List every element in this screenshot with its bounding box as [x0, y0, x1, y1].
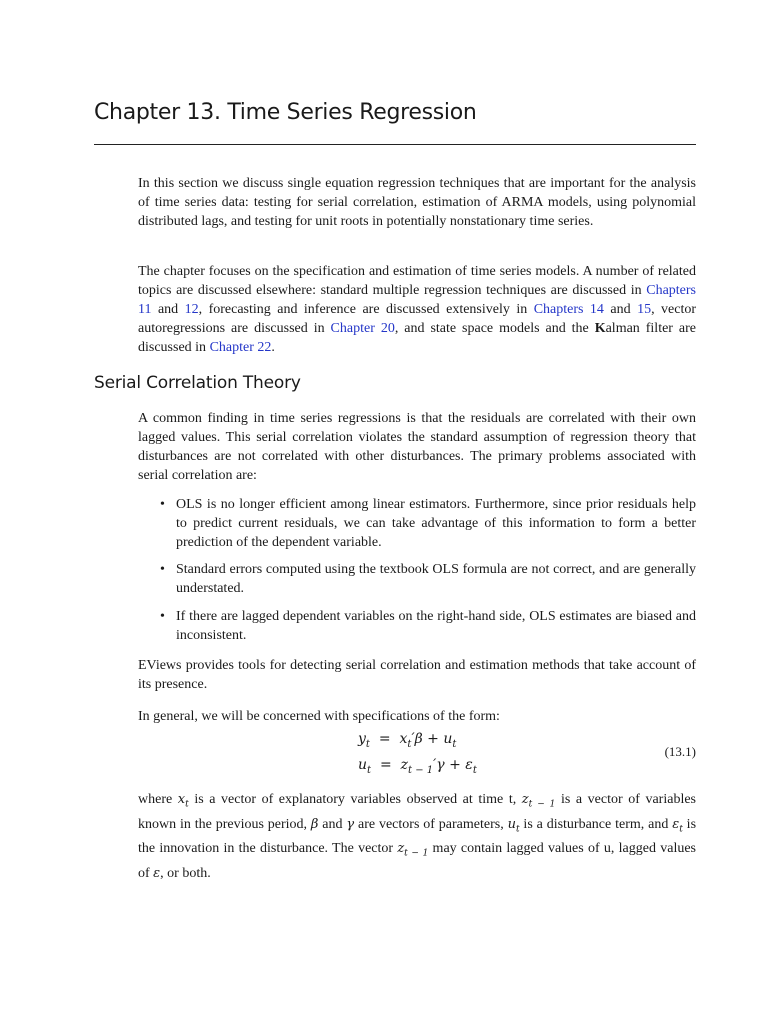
serial-paragraph-1-text: A common finding in time series regressions is that the residuals are correlated with their own lagged values. This serial correlation violates the standard assumption of regression theory that disturbances are not correlated with other disturbances. The primary problems associated with serial correlation are: — [138, 411, 696, 483]
bullet-icon: • — [160, 497, 165, 512]
problems-list-3 — [160, 607, 696, 645]
list-item: • OLS is no longer efficient among linear estimators. Furthermore, since prior residuals help to predict current residuals, we can take advantage of this information to form a better prediction of the dependent variable. — [160, 497, 696, 550]
kalman-k: K — [594, 321, 606, 336]
math-epsilon: ε — [153, 865, 161, 881]
serial-paragraph-2 — [138, 656, 696, 694]
equation-line-2: $u_t = z_{t - 1}'\gamma + \varepsilon_t$ — [358, 757, 477, 776]
problems-list — [160, 495, 696, 552]
bullet-icon: • — [160, 562, 165, 577]
chapter-title: Chapter 13. Time Series Regression — [94, 100, 477, 125]
list-item: • Standard errors computed using the textbook OLS formula are not correct, and are generally understated. — [160, 562, 696, 596]
equation-number: (13.1) — [664, 744, 696, 759]
serial-paragraph-4-text: where $x_t$ is a vector of explanatory variables observed at time t, $z_{t - 1}$ is a vector of variables known in the previous period, β and γ are vectors of parameters, $u_t$ is a disturbance term, and $\varepsilon_t$ is the innovation in the disturbance. The vector $z_{t - 1}$ may contain lagged values of u, lagged values of ε, or both. — [138, 792, 697, 881]
link-chapters-14[interactable]: Chapters 14 — [533, 302, 604, 317]
link-chapter-15[interactable]: 15 — [637, 302, 652, 317]
chapter-title-rule — [94, 144, 696, 145]
serial-paragraph-1 — [138, 409, 696, 485]
link-chapter-12[interactable]: 12 — [184, 302, 199, 317]
math-x-t: $x_t$ — [177, 792, 189, 810]
serial-paragraph-3 — [138, 707, 696, 726]
list-item: • If there are lagged dependent variables on the right-hand side, OLS estimates are biased and inconsistent. — [160, 609, 696, 643]
link-chapters-11[interactable]: Chapters 11 — [138, 283, 696, 317]
math-beta: β — [310, 816, 319, 832]
link-chapter-20[interactable]: Chapter 20 — [330, 321, 395, 336]
intro-paragraph-1-text: In this section we discuss single equation regression techniques that are important for the analysis of time series data: testing for serial correlation, estimation of ARMA models, using polynomial distributed lags, and testing for unit roots in potentially nonstationary time series. — [138, 176, 696, 229]
problems-list-2 — [160, 560, 696, 598]
serial-paragraph-2-text: EViews provides tools for detecting serial correlation and estimation methods that take account of its presence. — [138, 658, 696, 692]
serial-paragraph-3-text: In general, we will be concerned with specifications of the form: — [138, 709, 500, 724]
math-z-t-minus-1-b: $z_{t - 1}$ — [397, 841, 429, 859]
serial-paragraph-4 — [138, 790, 696, 883]
math-epsilon-t: $\varepsilon_t$ — [672, 816, 683, 835]
intro-paragraph-2-text: The chapter focuses on the specification and estimation of time series models. A number of related topics are discussed elsewhere: standard multiple regression techniques are discussed in Chapters 11 and 12, forecasting and inference are discussed extensively in Chapters 14 and 15, vector autoregressions are discussed in Chapter 20, and state space models and the Kalman filter are discussed in Chapter 22. — [138, 264, 697, 355]
intro-paragraph-2 — [138, 262, 696, 357]
bullet-icon: • — [160, 609, 165, 624]
math-gamma: γ — [346, 816, 355, 832]
section-heading-serial-correlation: Serial Correlation Theory — [94, 373, 301, 393]
equation-line-1: $y_t = x_t'\beta + u_t$ — [358, 731, 457, 750]
intro-paragraph-1 — [138, 174, 696, 231]
math-u-t: $u_t$ — [507, 816, 520, 835]
link-chapter-22[interactable]: Chapter 22 — [209, 340, 272, 355]
math-z-t-minus-1: $z_{t - 1}$ — [521, 792, 556, 810]
